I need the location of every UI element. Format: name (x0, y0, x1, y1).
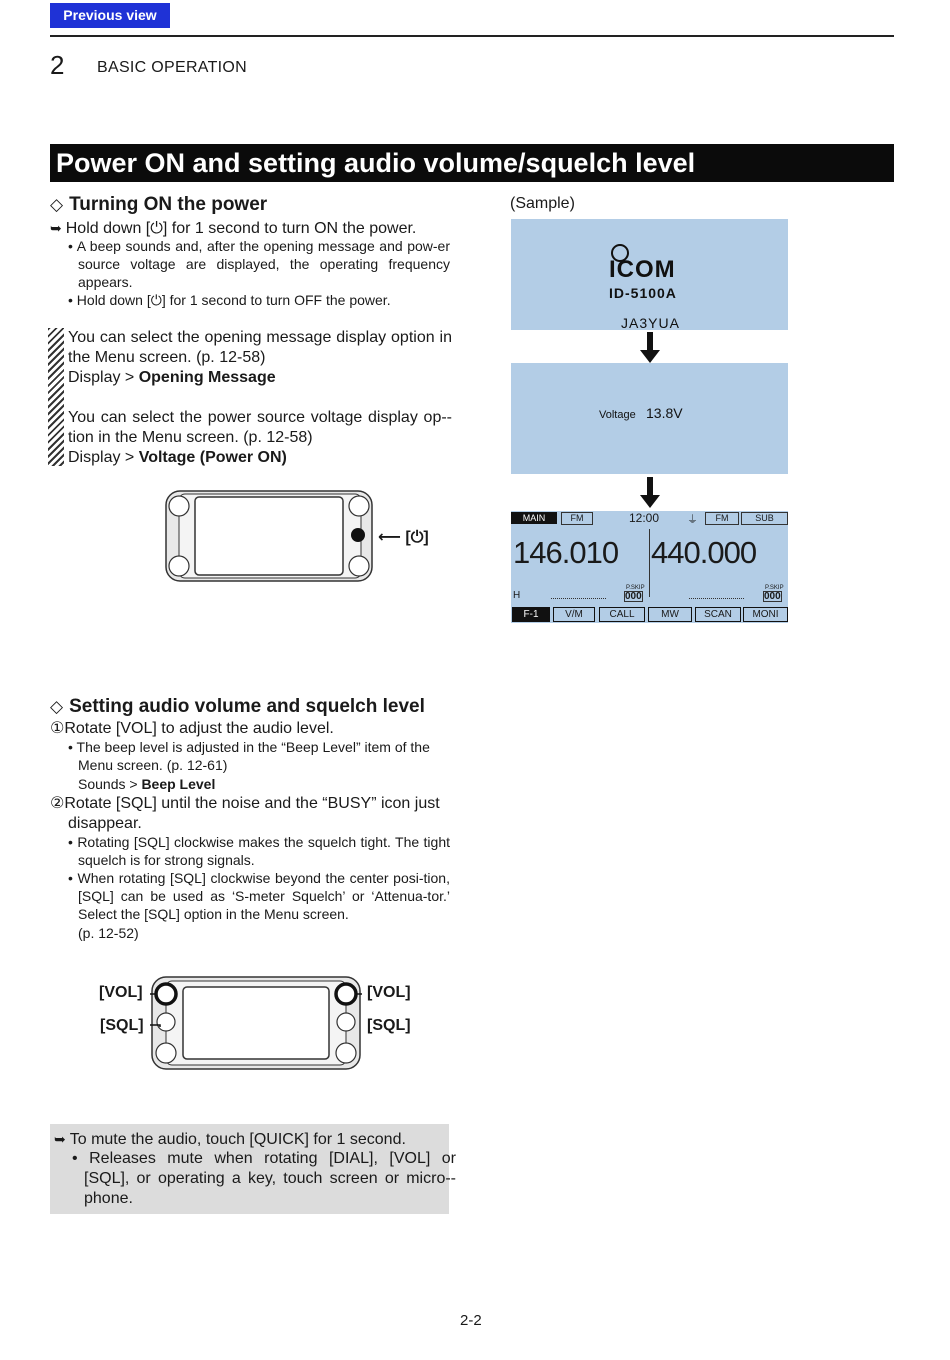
vol-label-left: [VOL] (99, 984, 143, 1001)
frequency-screen (511, 511, 788, 623)
note-line-2: You can select the power source voltage display op-tion in the Menu screen. (p. 12-58) (68, 409, 452, 446)
note-text (68, 328, 452, 468)
sql-label-right: [SQL] (367, 1017, 411, 1034)
sql-page-ref: (p. 12-52) (78, 925, 139, 941)
power-key-close: ] (423, 529, 429, 546)
voltage-label: Voltage (599, 409, 636, 421)
power-bullet-2-pre: Hold down [ (76, 292, 151, 308)
audio-step-1-bullet: • The beep level is adjusted in the “Beep Level” item of the Menu screen. (p. 12-61) (68, 739, 430, 773)
page-number: 2-2 (460, 1312, 482, 1329)
power-bullet-1-text: A beep sounds and, after the opening message and pow-er source voltage are displayed, the operating frequency appears. (76, 238, 450, 290)
memory-right: 000 (764, 591, 781, 602)
icom-logo-text: ICOM (609, 256, 676, 283)
down-arrow-icon (640, 477, 660, 509)
note-path-2 (68, 448, 452, 468)
previous-view-button[interactable]: Previous view (50, 3, 170, 28)
power-key-callout (378, 527, 429, 547)
audio-step-1 (50, 719, 450, 739)
note-stripe (48, 328, 64, 466)
step-2-number: ② (50, 795, 65, 812)
audio-heading-text: Setting audio volume and squelch level (69, 696, 425, 717)
s-meter-left (551, 598, 606, 599)
power-icon: ⏻ (150, 220, 163, 237)
signal-icon: ⏚ (687, 514, 698, 526)
mute-line (54, 1129, 446, 1150)
softkey-row (511, 607, 788, 622)
voltage-screen (511, 363, 788, 474)
power-bullet-2: • Hold down [⏻] for 1 second to turn OFF the power. (68, 292, 391, 308)
s-meter-right (689, 598, 744, 599)
power-level-label: H (513, 590, 521, 601)
softkey-moni[interactable]: MONI (743, 607, 788, 622)
power-step-post: ] for 1 second to turn ON the power. (162, 220, 417, 237)
note-path-1-bold: Opening Message (138, 369, 276, 386)
section-title: Power ON and setting audio volume/squelch level (50, 144, 894, 182)
main-band-tag: MAIN (511, 512, 557, 524)
diamond-icon: ◇ (50, 697, 64, 716)
power-step (50, 218, 450, 239)
audio-step-2 (50, 794, 450, 834)
note-path-1-prefix: Display > (68, 369, 139, 386)
turning-on-heading (50, 194, 267, 216)
mute-bullet: • Releases mute when rotating [DIAL], [VOL] or [SQL], or operating a key, touch screen or micro-phone. (72, 1150, 457, 1207)
audio-step-1-bullet-text: The beep level is adjusted in the “Beep Level” item of the Menu screen. (p. 12-61) (76, 739, 430, 773)
opening-note (48, 328, 452, 468)
beep-path-prefix: Sounds > (78, 776, 142, 792)
diamond-icon: ◇ (50, 195, 64, 214)
main-frequency: 146.010 (513, 535, 619, 570)
down-arrow-icon (640, 332, 660, 364)
mode-fm-right: FM (705, 512, 739, 525)
sql-label-left: [SQL] (100, 1017, 144, 1034)
pskip-right: P.SKIP (765, 585, 784, 591)
mute-bullet-text: Releases mute when rotating [DIAL], [VOL] or [SQL], or operating a key, touch screen or micro-phone. (84, 1150, 457, 1207)
audio-step-2-bullet-2-text: When rotating [SQL] clockwise beyond the center posi-tion, [SQL] can be used as ‘S-meter Squelch’ or ‘Attenua-tor.’ Select the [SQL] option in the Menu screen. (77, 870, 450, 922)
mode-fm-left: FM (561, 512, 593, 525)
arrow-left-icon: ⟵ (378, 529, 401, 546)
audio-heading (50, 696, 425, 718)
clock-time: 12:00 (629, 511, 660, 525)
beep-path-bold: Beep Level (141, 776, 216, 792)
arrow-right-icon: ➥ (50, 220, 62, 236)
chapter-number: 2 (50, 50, 65, 80)
voltage-value: 13.8V (646, 405, 683, 421)
arrow-right-icon: ➥ (54, 1131, 66, 1147)
header-rule (50, 35, 894, 37)
radio-front-power-diagram (165, 488, 375, 584)
power-icon: ⏻ (150, 292, 162, 308)
power-bullet-1: • A beep sounds and, after the opening message and pow-er source voltage are displayed, the operating frequency appears. (68, 238, 450, 290)
note-line-1: You can select the opening message display option in the Menu screen. (p. 12-58) (68, 329, 452, 366)
softkey-call[interactable]: CALL (599, 607, 645, 622)
audio-step-2-bullet-1-text: Rotating [SQL] clockwise makes the squelch tight. The tight squelch is for strong signals. (77, 834, 451, 868)
mute-line-text: To mute the audio, touch [QUICK] for 1 second. (69, 1131, 406, 1148)
audio-step-1-text: Rotate [VOL] to adjust the audio level. (64, 720, 334, 737)
mute-info-box (50, 1124, 457, 1214)
band-divider (649, 529, 650, 597)
power-bullet-2-post: ] for 1 second to turn OFF the power. (161, 292, 391, 308)
step-1-number: ① (50, 720, 65, 737)
audio-step-2-text: Rotate [SQL] until the noise and the “BUSY” icon just disappear. (64, 795, 440, 832)
note-path-1 (68, 368, 452, 388)
model-name: ID-5100A (609, 285, 677, 301)
softkey-f1[interactable]: F-1 (512, 607, 550, 622)
sub-band-tag: SUB (741, 512, 788, 525)
beep-level-path (78, 775, 215, 793)
chapter-title: BASIC OPERATION (97, 59, 248, 76)
power-icon: ⏻ (410, 529, 424, 546)
sub-frequency: 440.000 (651, 535, 757, 570)
note-path-2-bold: Voltage (Power ON) (138, 449, 287, 466)
audio-step-2-bullet-2: • When rotating [SQL] clockwise beyond the center posi-tion, [SQL] can be used as ‘S-meter Squelch’ or ‘Attenua-tor.’ Select the [SQL] option in the Menu screen. (68, 870, 450, 922)
power-step-pre: Hold down [ (65, 220, 151, 237)
softkey-vm[interactable]: V/M (553, 607, 595, 622)
memory-left: 000 (625, 591, 642, 602)
audio-step-2-bullet-1: • Rotating [SQL] clockwise makes the squelch tight. The tight squelch is for strong signals. (68, 834, 451, 868)
radio-front-knob-diagram (150, 975, 362, 1071)
callsign: JA3YUA (621, 315, 680, 331)
vol-label-right: [VOL] (367, 984, 411, 1001)
opening-screen (511, 219, 788, 330)
softkey-scan[interactable]: SCAN (695, 607, 741, 622)
note-path-2-prefix: Display > (68, 449, 139, 466)
sample-label: (Sample) (510, 195, 575, 212)
power-key-open: [ (405, 529, 411, 546)
softkey-mw[interactable]: MW (648, 607, 692, 622)
turning-on-heading-text: Turning ON the power (69, 194, 268, 215)
pskip-left: P.SKIP (626, 585, 645, 591)
